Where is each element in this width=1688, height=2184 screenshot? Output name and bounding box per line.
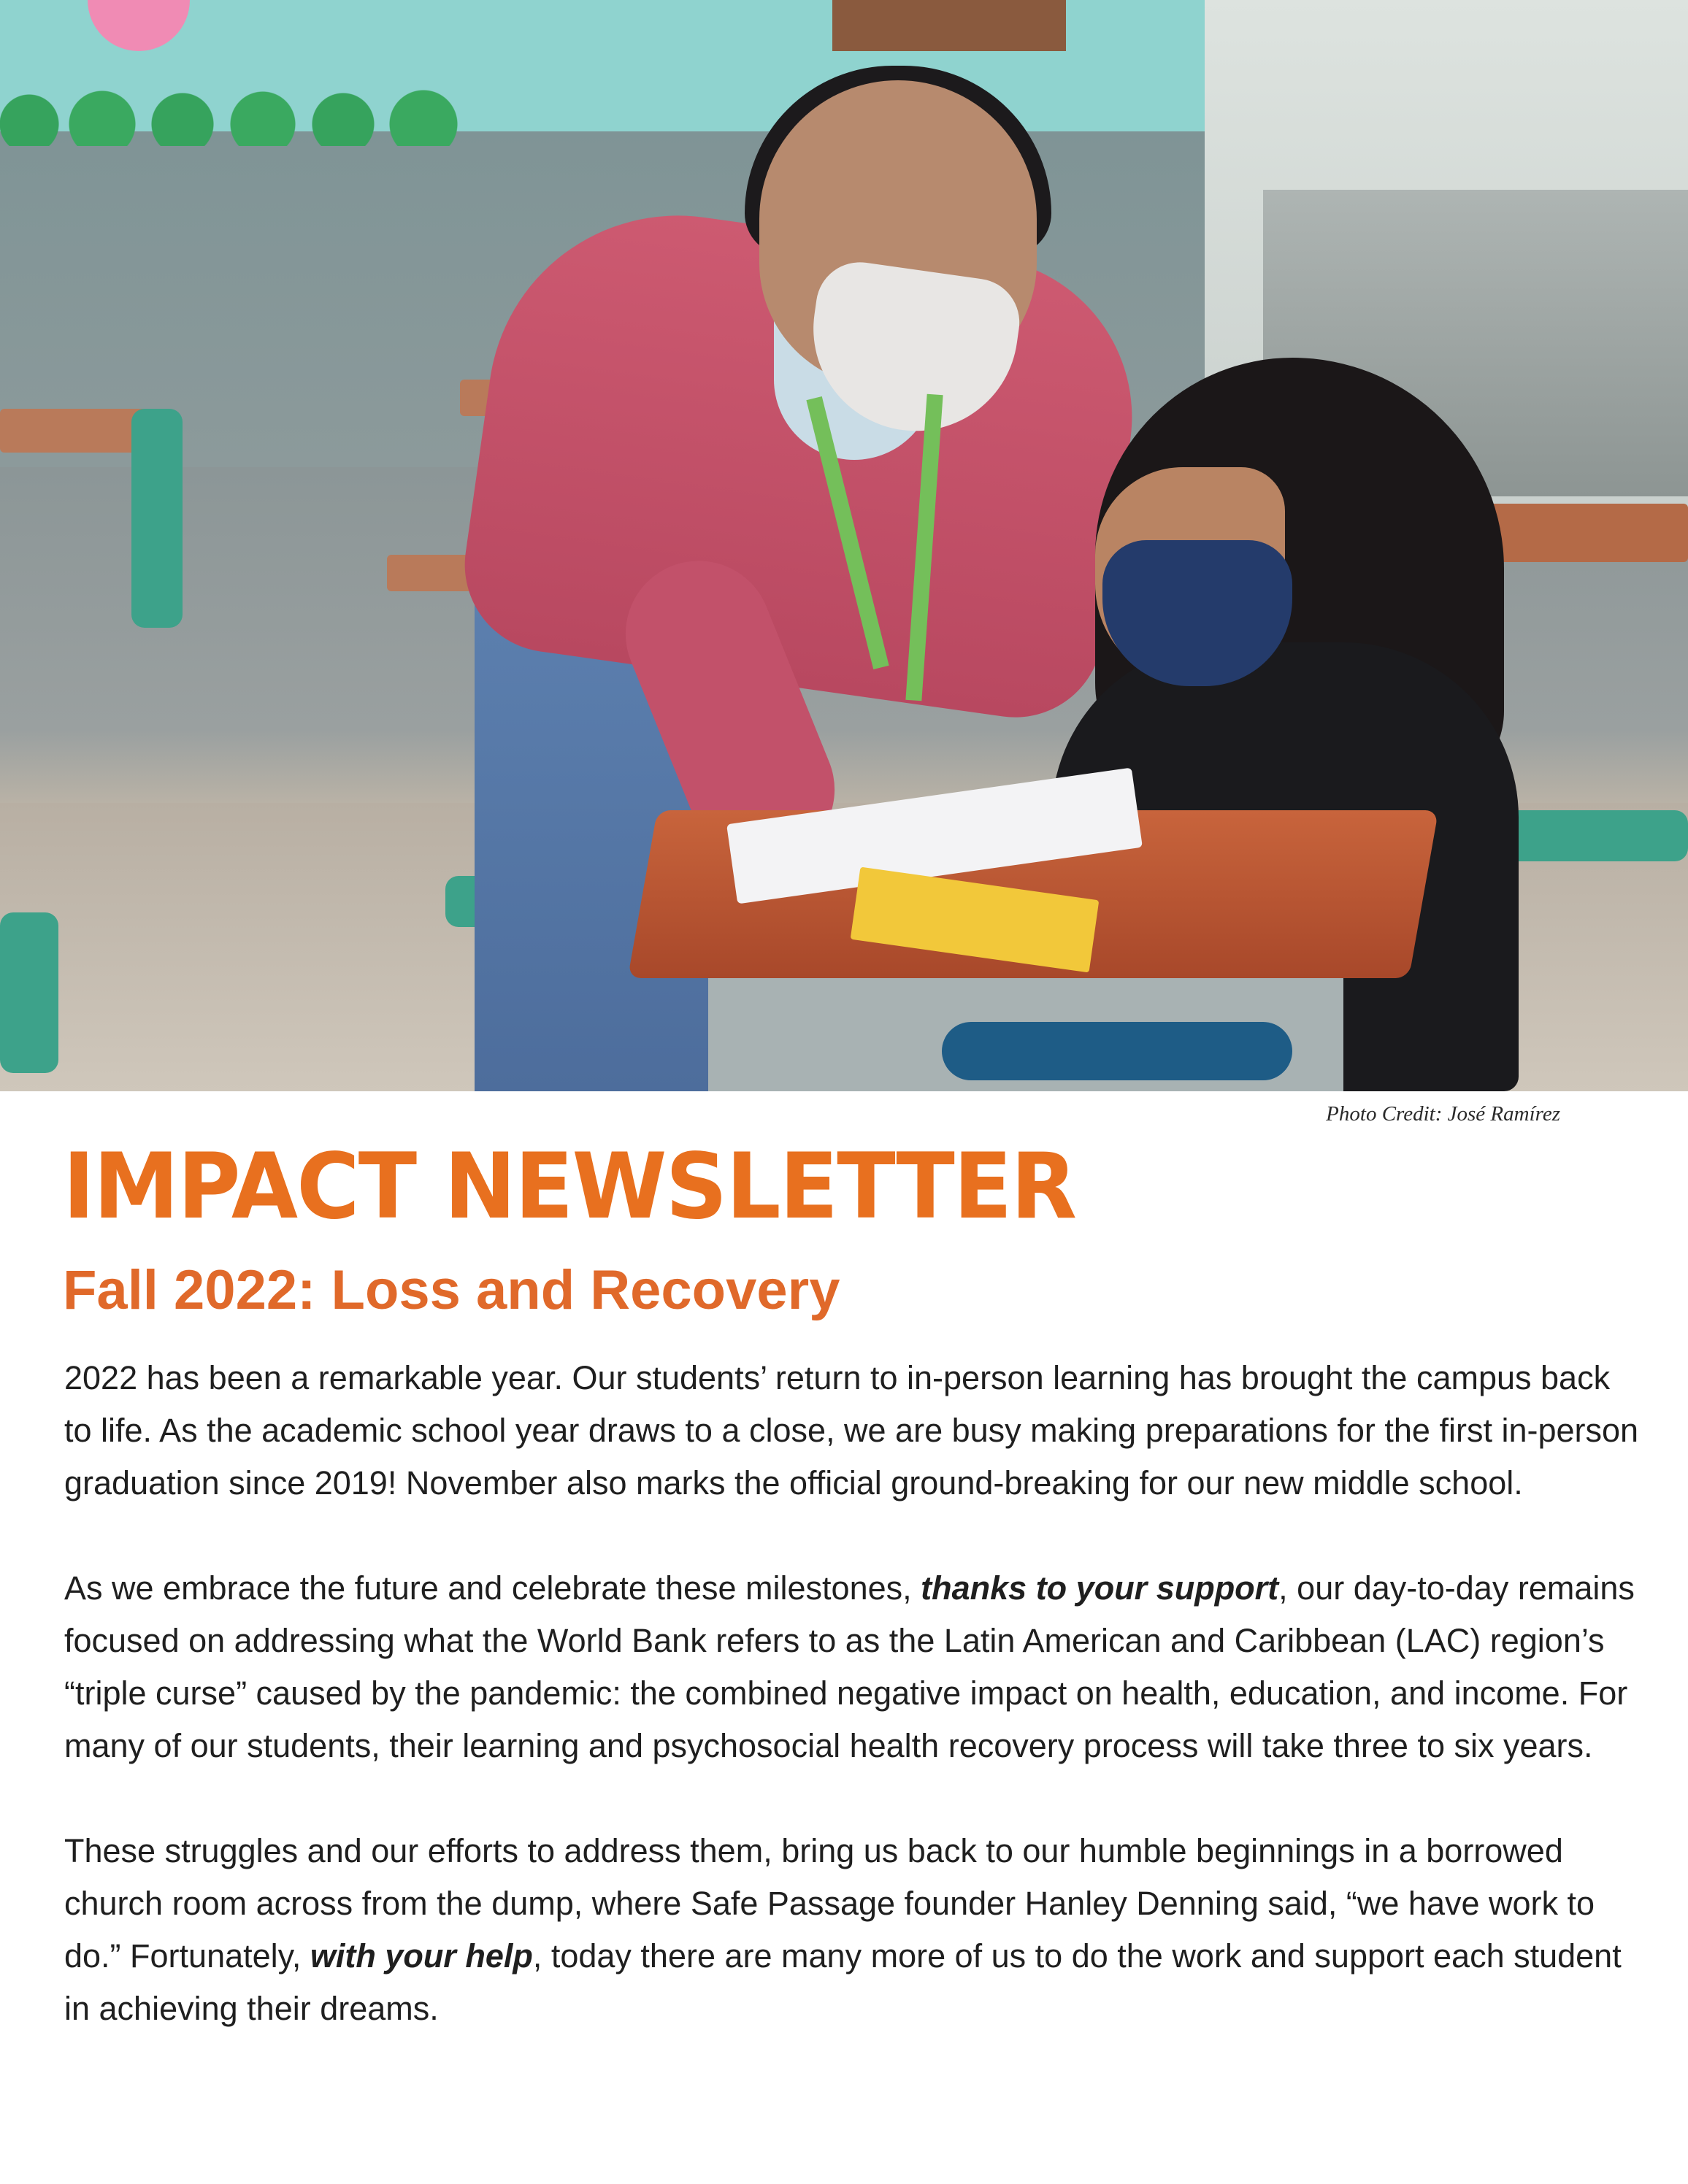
paragraph-2 (64, 1562, 1641, 1772)
paragraph-3-emphasis: with your help (310, 1937, 533, 1975)
photo-wall-decoration (0, 80, 496, 146)
paragraph-2-lead: As we embrace the future and celebrate these milestones, (64, 1569, 921, 1607)
paragraph-2-emphasis: thanks to your support (921, 1569, 1279, 1607)
photo-credit: Photo Credit: José Ramírez (1326, 1102, 1560, 1126)
photo-chair (1504, 810, 1688, 861)
newsletter-subtitle: Fall 2022: Loss and Recovery (63, 1259, 840, 1321)
photo-sign (832, 0, 1066, 51)
paragraph-3-rest: , today there are many more of us to do the work and support each student in achieving their dreams. (64, 1937, 1622, 2027)
paragraph-1: 2022 has been a remarkable year. Our students’ return to in-person learning has brought the campus back to life. As the academic school year draws to a close, we are busy making preparations for the first in-person graduation since 2019! November also marks the official ground-breaking for our new middle school. (64, 1359, 1639, 1502)
photo-chair (131, 409, 183, 628)
photo-desk (0, 409, 153, 453)
hero-photo (0, 0, 1688, 1091)
photo-chair (0, 912, 58, 1073)
newsletter-body (64, 1352, 1641, 2035)
paragraph-3-lead: These struggles and our efforts to address them, bring us back to our humble beginnings in a borrowed church room across from the dump, where Safe Passage founder Hanley Denning said, “we have work to do.” Fortunately, (64, 1832, 1595, 1975)
photo-pencil-pouch (942, 1022, 1292, 1080)
paragraph-2-rest: , our day-to-day remains focused on addressing what the World Bank refers to as the Latin American and Caribbean (LAC) region’s “triple curse” caused by the pandemic: the combined negative impact on health, education, and income. For many of our students, their learning and psychosocial health recovery process will take three to six years. (64, 1569, 1635, 1764)
paragraph-3 (64, 1825, 1641, 2035)
newsletter-title: IMPACT NEWSLETTER (63, 1134, 1076, 1239)
